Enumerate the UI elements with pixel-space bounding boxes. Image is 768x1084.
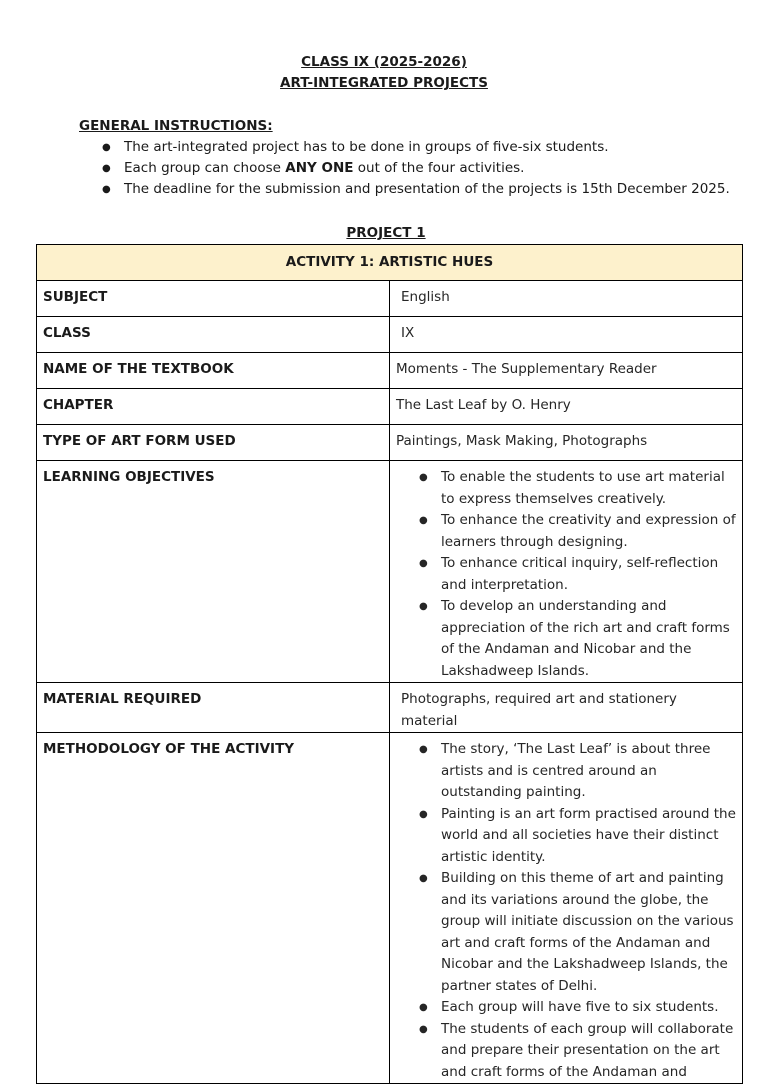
table-row	[37, 461, 743, 683]
list-item: ● To enable the students to use art material to express themselves creatively.	[396, 467, 736, 510]
instruction-text: Each group can choose	[124, 160, 286, 176]
list-item: ● Each group will have five to six students.	[396, 997, 736, 1019]
table-row	[37, 425, 743, 461]
instruction-emphasis: ANY ONE	[285, 160, 354, 176]
class-heading: CLASS IX (2025-2026)	[301, 54, 467, 70]
row-label: CHAPTER	[37, 389, 390, 425]
row-value: Paintings, Mask Making, Photographs	[390, 425, 743, 461]
list-item: ● The story, ‘The Last Leaf’ is about three artists and is centred around an outstanding painting.	[396, 739, 736, 804]
list-item: ● To enhance the creativity and expression of learners through designing.	[396, 510, 736, 553]
instruction-item: ● The art-integrated project has to be done in groups of five-six students.	[80, 137, 760, 158]
row-value: IX	[390, 317, 743, 353]
methodology-list	[396, 739, 736, 1083]
table-row	[37, 389, 743, 425]
objectives-list	[396, 467, 736, 682]
row-value: Photographs, required art and stationery material	[390, 683, 743, 733]
row-label: CLASS	[37, 317, 390, 353]
activity-table	[36, 244, 743, 1084]
list-item: ● To enhance critical inquiry, self-reflection and interpretation.	[396, 553, 736, 596]
project-title: PROJECT 1	[346, 225, 426, 241]
instruction-item	[80, 158, 760, 179]
row-value: English	[390, 281, 743, 317]
list-item: ● The students of each group will collaborate and prepare their presentation on the art and craft forms of the Andaman and	[396, 1019, 736, 1084]
list-item: ● To develop an understanding and appreciation of the rich art and craft forms of the Andaman and Nicobar and the Lakshadweep Islands.	[396, 596, 736, 682]
general-instructions-title: GENERAL INSTRUCTIONS:	[79, 118, 273, 134]
row-label: TYPE OF ART FORM USED	[37, 425, 390, 461]
row-label: NAME OF THE TEXTBOOK	[37, 353, 390, 389]
document-title: ART-INTEGRATED PROJECTS	[280, 75, 488, 91]
table-row	[37, 733, 743, 1084]
instructions-list	[80, 137, 760, 200]
row-label: LEARNING OBJECTIVES	[37, 461, 390, 683]
list-item: ● Painting is an art form practised around the world and all societies have their distinct artistic identity.	[396, 804, 736, 869]
instruction-text: out of the four activities.	[353, 160, 525, 176]
row-value	[390, 461, 743, 683]
row-label: MATERIAL REQUIRED	[37, 683, 390, 733]
row-label: SUBJECT	[37, 281, 390, 317]
row-value: The Last Leaf by O. Henry	[390, 389, 743, 425]
row-value	[390, 733, 743, 1084]
row-value: Moments - The Supplementary Reader	[390, 353, 743, 389]
activity-header-row	[37, 245, 743, 281]
list-item: ● Building on this theme of art and painting and its variations around the globe, the group will initiate discussion on the various art and craft forms of the Andaman and Nicobar and the Lakshadweep Islands, the partner states of Delhi.	[396, 868, 736, 997]
table-row	[37, 281, 743, 317]
table-row	[37, 683, 743, 733]
row-label: METHODOLOGY OF THE ACTIVITY	[37, 733, 390, 1084]
table-row	[37, 353, 743, 389]
instruction-item: ● The deadline for the submission and presentation of the projects is 15th December 2025.	[80, 179, 760, 200]
table-row	[37, 317, 743, 353]
activity-header: ACTIVITY 1: ARTISTIC HUES	[37, 245, 743, 281]
